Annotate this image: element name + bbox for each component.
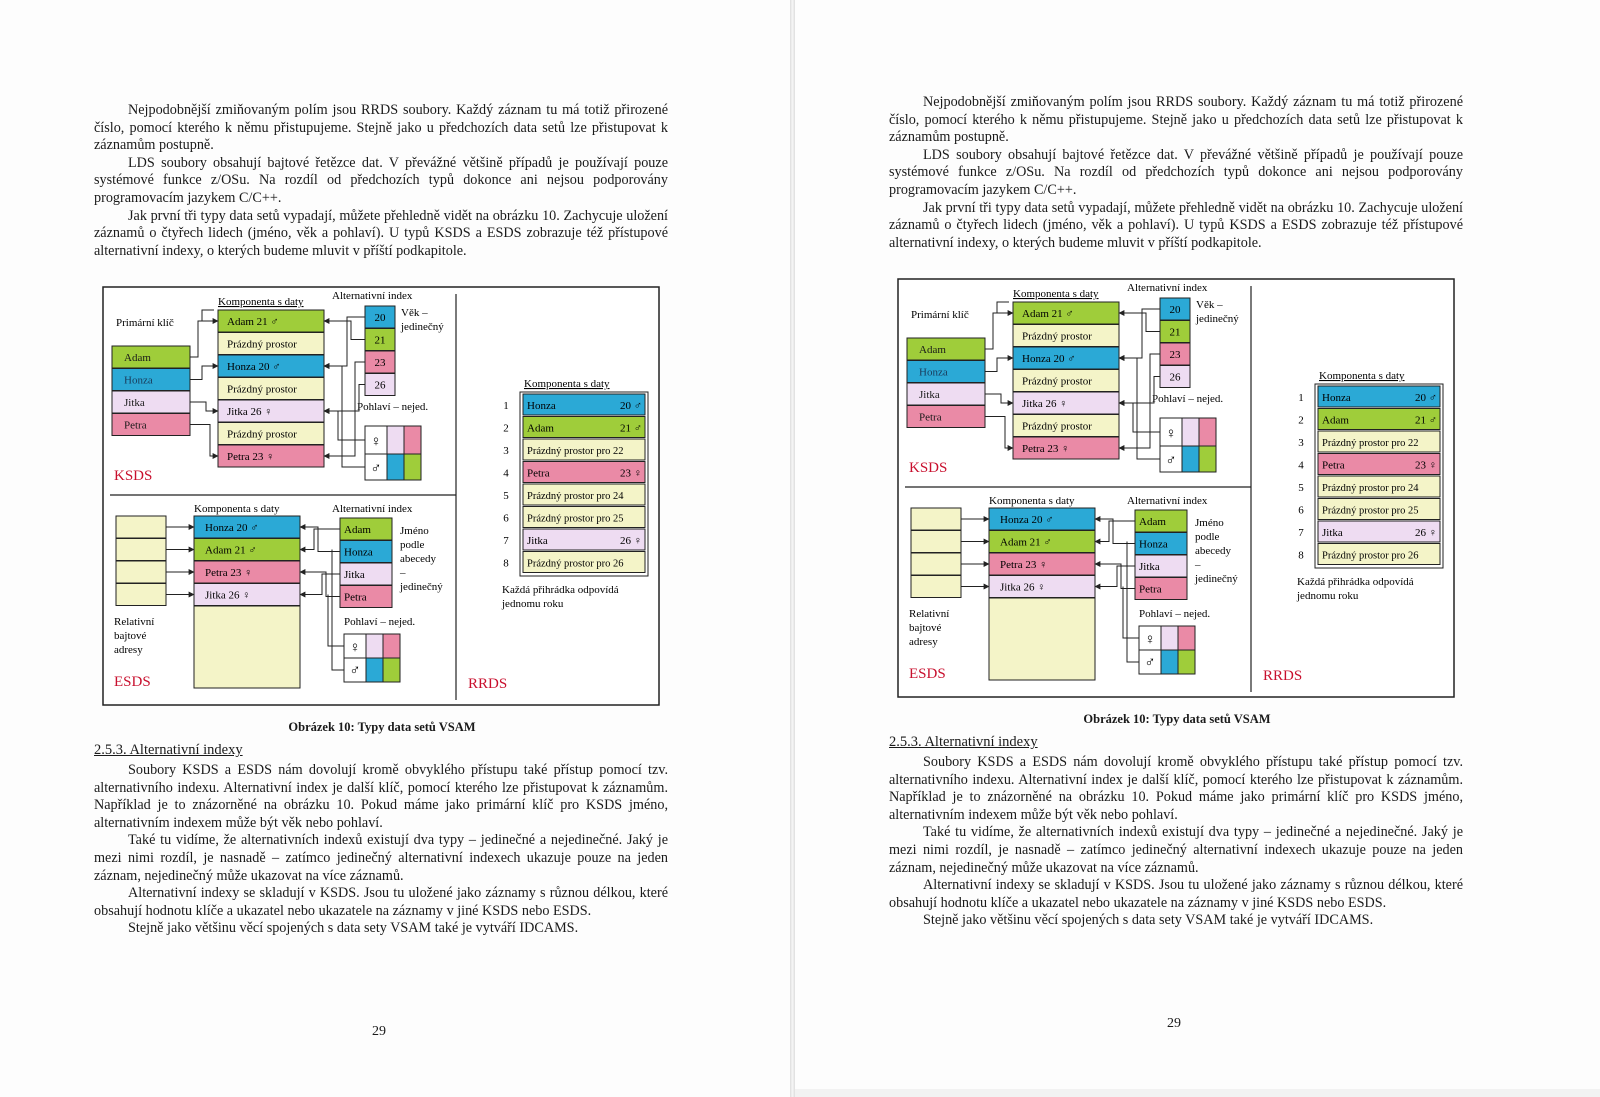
name-index-text: Petra [344,591,367,604]
rrds-slot-number: 2 [503,422,509,435]
rba-label: Relativní [114,616,155,628]
ksds-record-text: Prázdný prostor [227,338,297,351]
male-symbol-text: ♂ [1165,453,1177,469]
age-index-note: Věk – [1196,299,1223,311]
esds-gender-index [344,634,400,682]
rrds-slot-value: 26 ♀ [620,535,642,547]
gender-cell [387,454,404,480]
rrds-slot-number: 8 [503,557,509,570]
ksds-record-text: Jitka 26 ♀ [1022,398,1068,410]
rrds-slot-text: Prázdný prostor pro 24 [527,491,624,502]
name-index-note: abecedy [1195,545,1232,557]
rrds-slots [503,392,648,576]
male-symbol-text: ♂ [370,461,382,477]
gender-cell [1199,446,1216,472]
ksds-label: KSDS [909,460,948,476]
rrds-label: RRDS [468,676,508,692]
female-symbol-text: ♀ [1144,632,1156,648]
right-page [795,0,1600,1089]
figure-caption: Obrázek 10: Typy data setů VSAM [288,720,476,734]
rrds-slot-number: 6 [503,512,509,525]
body-paragraph: Soubory KSDS a ESDS nám dovolují kromě obvyklého přístupu také přístup pomocí tzv. alternativního indexu. Alternativní index je další klíč, pomocí kterého lze přistupovat k záznamům. Například je to znázorněné na obrázku 10. Pokud máme jako primární klíč pro KSDS jméno, alternativním indexem může být věk nebo pohlaví. [889,754,1463,823]
rrds-slot-text: Adam [1322,414,1349,427]
rrds-slot-value: 20 ♂ [1415,392,1437,404]
age-index-note: jedinečný [1196,313,1239,325]
primary-key-text: Jitka [919,389,940,401]
intro-paragraph: Jak první tři typy data setů vypadají, můžete přehledně vidět na obrázku 10. Zachycuje uložení záznamů o čtyřech lidech (jméno, věk a pohlaví). U typů KSDS a ESDS zobrazuje též přístupové alternativní indexy, o kterých budeme mluvit v příští podkapitole. [889,199,1463,251]
esds-record-text: Jitka 26 ♀ [1000,581,1046,594]
rrds-slot-number: 3 [503,445,509,457]
ksds-record-text: Adam 21 ♂ [227,316,279,328]
esds-data-records [194,516,300,688]
ksds-alt-index-header: Alternativní index [1127,282,1208,294]
female-symbol-text: ♀ [1165,426,1177,442]
ksds-record-text: Adam 21 ♂ [1022,308,1074,320]
left-page [0,0,790,1097]
body-paragraph: Také tu vidíme, že alternativních indexů existují dva typy – jedinečné a nejedinečné. Jaký je mezi nimi rozdíl, je nasnadě – zatímco jedinečný alternativní indexech ukazuje pouze na jeden záznam, nejedinečný může ukazovat na více záznamů. [889,824,1463,876]
esds-record-text: Adam 21 ♂ [1000,536,1052,549]
female-symbol-text: ♀ [349,640,361,656]
esds-name-index [340,518,392,608]
intro-paragraph: Nejpodobnější zmiňovaným polím jsou RRDS soubory. Každý záznam tu má totiž přirozené číslo, pomocí kterého k němu přistupujeme. Stejně jako u předchozích data setů lze přistupovat k záznamům postupně. [889,94,1463,146]
name-index-text: Petra [1139,583,1162,596]
rrds-slot-text: Prázdný prostor pro 25 [527,513,624,525]
rrds-slot-number: 3 [1298,437,1304,449]
rrds-slot-number: 4 [1298,459,1304,472]
ksds-age-index [365,306,395,396]
esds-data-header: Komponenta s daty [989,495,1075,507]
name-index-note: – [1195,559,1201,571]
rba-label: Relativní [909,608,950,620]
intro-paragraph: LDS soubory obsahují bajtové řetězce dat. V převážné většině případů je používají pouze systémové funkce z/OSu. Na rozdíl od předchozích typů dokonce ani nejsou podporovány programovacím jazykem C/C++. [889,146,1463,198]
age-index-text: 26 [1169,371,1181,384]
ksds-record-text: Prázdný prostor [1022,330,1092,343]
ksds-primary-keys [112,346,190,436]
ksds-data-records [1013,302,1119,459]
esds-gender-index [1139,626,1195,674]
age-index-text: 23 [1169,349,1181,361]
name-index-text: Adam [1139,516,1166,528]
ksds-record-text: Petra 23 ♀ [1022,443,1070,455]
gender-cell [1178,650,1195,674]
rrds-slot-text: Prázdný prostor pro 26 [1322,550,1419,562]
rrds-slot-number: 2 [1298,414,1304,427]
ksds-age-index [1160,298,1190,388]
name-index-note: jedinečný [400,581,443,593]
body-text [94,762,668,938]
rba-cell [911,553,961,575]
gender-cell [404,454,421,480]
primary-key-text: Adam [919,344,946,356]
gender-cell [1161,626,1178,650]
rrds-slot-text: Jitka [527,535,548,547]
page-number: 29 [372,1024,386,1039]
primary-key-text: Petra [919,411,942,424]
body-paragraph: Alternativní indexy se skladují v KSDS. Jsou tu uložené jako záznamy s různou délkou, které obsahují hodnotu klíče a ukazatel nebo ukazatele na záznamy v jiné KSDS nebo ESDS. [94,885,668,919]
rba-cell [911,508,961,530]
esds-name-index [1135,510,1187,600]
ksds-record-text: Honza 20 ♂ [1022,353,1076,365]
rrds-slot-text: Prázdný prostor pro 25 [1322,505,1419,517]
ksds-gender-label: Pohlaví – nejed. [1152,393,1224,405]
vsam-figure [102,286,662,708]
rrds-note: jednomu roku [502,598,564,610]
name-index-note: Jméno [1195,517,1224,529]
name-index-note: abecedy [400,553,437,565]
ksds-data-records [218,310,324,467]
esds-alt-index-header: Alternativní index [332,503,413,515]
rrds-slot-text: Petra [527,467,550,480]
ksds-record-text: Honza 20 ♂ [227,361,281,373]
intro-paragraph: Nejpodobnější zmiňovaným polím jsou RRDS soubory. Každý záznam tu má totiž přirozené číslo, pomocí kterého k němu přistupujeme. Stejně jako u předchozích data setů lze přistupovat k záznamům postupně. [94,102,668,154]
ksds-record-text: Petra 23 ♀ [227,451,275,463]
esds-label: ESDS [114,674,151,690]
rrds-slot-value: 26 ♀ [1415,527,1437,539]
name-index-note: – [400,567,406,579]
ksds-record-text: Prázdný prostor [1022,375,1092,388]
name-index-text: Adam [344,524,371,536]
esds-rba-boxes [116,516,166,606]
rrds-data-header: Komponenta s daty [1319,370,1405,382]
name-index-note: podle [1195,531,1220,543]
rrds-slots [1298,384,1443,568]
rrds-slot-number: 1 [503,400,509,412]
page-number: 29 [1167,1016,1181,1031]
name-index-note: Jméno [400,525,429,537]
rrds-note: jednomu roku [1297,590,1359,602]
esds-record-text: Petra 23 ♀ [205,567,253,579]
male-symbol-text: ♂ [1144,655,1156,671]
primary-key-label: Primární klíč [116,317,174,329]
rba-cell [116,516,166,538]
rrds-slot-text: Adam [527,422,554,435]
esds-data-records [989,508,1095,680]
rba-label: bajtové [114,630,147,642]
primary-key-label: Primární klíč [911,309,969,321]
gender-cell [366,634,383,658]
rrds-slot-value: 21 ♂ [620,422,642,435]
age-index-text: 21 [374,334,386,347]
esds-rba-boxes [911,508,961,598]
ksds-data-header: Komponenta s daty [218,296,304,308]
primary-key-text: Honza [124,374,153,387]
body-paragraph: Alternativní indexy se skladují v KSDS. Jsou tu uložené jako záznamy s různou délkou, které obsahují hodnotu klíče a ukazatel nebo ukazatele na záznamy v jiné KSDS nebo ESDS. [889,877,1463,911]
age-index-text: 21 [1169,326,1181,339]
rrds-slot-text: Prázdný prostor pro 24 [1322,483,1419,494]
name-index-text: Honza [344,546,373,559]
esds-data-header: Komponenta s daty [194,503,280,515]
rba-cell [911,531,961,553]
name-index-text: Honza [1139,538,1168,551]
esds-alt-index-header: Alternativní index [1127,495,1208,507]
female-symbol-text: ♀ [370,434,382,450]
primary-key-text: Adam [124,352,151,364]
rba-label: adresy [909,636,938,648]
rrds-slot-text: Prázdný prostor pro 22 [527,446,624,457]
figure-caption: Obrázek 10: Typy data setů VSAM [1083,712,1271,726]
age-index-text: 20 [1169,304,1181,316]
rrds-slot-text: Honza [1322,392,1351,404]
rrds-slot-number: 6 [1298,504,1304,517]
ksds-gender-index [365,426,421,480]
section-title: 2.5.3. Alternativní indexy [889,734,1038,750]
rrds-slot-value: 20 ♂ [620,400,642,412]
ksds-alt-index-header: Alternativní index [332,290,413,302]
rrds-slot-number: 5 [503,490,509,502]
vsam-figure [897,278,1457,700]
ksds-gender-label: Pohlaví – nejed. [357,401,429,413]
rrds-slot-value: 23 ♀ [620,467,642,480]
rrds-slot-number: 8 [1298,549,1304,562]
male-symbol-text: ♂ [349,663,361,679]
rba-cell [911,576,961,598]
ksds-record-text: Prázdný prostor [227,428,297,441]
esds-label: ESDS [909,666,946,682]
rrds-slot-text: Honza [527,400,556,412]
esds-record-text: Jitka 26 ♀ [205,589,251,602]
ksds-record-text: Prázdný prostor [1022,420,1092,433]
body-paragraph: Stejně jako většinu věcí spojených s data sety VSAM také je vytváří IDCAMS. [923,912,1374,929]
ksds-gender-index [1160,418,1216,472]
ksds-label: KSDS [114,468,153,484]
body-paragraph: Stejně jako většinu věcí spojených s data sety VSAM také je vytváří IDCAMS. [128,920,579,937]
gender-cell [1178,626,1195,650]
rba-label: bajtové [909,622,942,634]
gender-cell [366,658,383,682]
rrds-data-header: Komponenta s daty [524,378,610,390]
gender-cell [383,658,400,682]
gender-cell [387,426,404,454]
rrds-slot-number: 4 [503,467,509,480]
esds-gender-label: Pohlaví – nejed. [1139,608,1211,620]
rba-cell [116,539,166,561]
primary-key-text: Petra [124,419,147,432]
rrds-note: Každá přihrádka odpovídá [1297,576,1414,588]
intro-paragraph: Jak první tři typy data setů vypadají, můžete přehledně vidět na obrázku 10. Zachycuje uložení záznamů o čtyřech lidech (jméno, věk a pohlaví). U typů KSDS a ESDS zobrazuje též přístupové alternativní indexy, o kterých budeme mluvit v příští podkapitole. [94,207,668,259]
rrds-slot-value: 23 ♀ [1415,459,1437,472]
intro-text [94,102,668,260]
rrds-slot-text: Prázdný prostor pro 22 [1322,438,1419,449]
rrds-slot-number: 7 [503,535,509,547]
rrds-label: RRDS [1263,668,1303,684]
body-text [889,754,1463,930]
ksds-primary-keys [907,338,985,428]
rrds-slot-value: 21 ♂ [1415,414,1437,427]
ksds-record-text: Prázdný prostor [227,383,297,396]
name-index-note: jedinečný [1195,573,1238,585]
gender-cell [1182,418,1199,446]
esds-record-text: Adam 21 ♂ [205,544,257,557]
gender-cell [1199,418,1216,446]
ksds-record-text: Jitka 26 ♀ [227,406,273,418]
age-index-note: Věk – [401,307,428,319]
section-title: 2.5.3. Alternativní indexy [94,742,243,758]
gender-cell [383,634,400,658]
esds-free-space [989,598,1095,680]
primary-key-text: Honza [919,366,948,379]
rrds-slot-number: 5 [1298,482,1304,494]
age-index-text: 26 [374,379,386,392]
name-index-text: Jitka [344,569,365,581]
gender-cell [1161,650,1178,674]
esds-free-space [194,606,300,688]
rba-label: adresy [114,644,143,656]
ksds-data-header: Komponenta s daty [1013,288,1099,300]
rrds-slot-text: Petra [1322,459,1345,472]
esds-gender-label: Pohlaví – nejed. [344,616,416,628]
body-paragraph: Také tu vidíme, že alternativních indexů existují dva typy – jedinečné a nejedinečné. Jaký je mezi nimi rozdíl, je nasnadě – zatímco jedinečný alternativní indexech ukazuje pouze na jeden záznam, nejedinečný může ukazovat na více záznamů. [94,832,668,884]
age-index-text: 20 [374,312,386,324]
rrds-slot-text: Prázdný prostor pro 26 [527,558,624,570]
body-paragraph: Soubory KSDS a ESDS nám dovolují kromě obvyklého přístupu také přístup pomocí tzv. alternativního indexu. Alternativní index je další klíč, pomocí kterého lze přistupovat k záznamům. Například je to znázorněné na obrázku 10. Pokud máme jako primární klíč pro KSDS jméno, alternativním indexem může být věk nebo pohlaví. [94,762,668,831]
rrds-slot-number: 7 [1298,527,1304,539]
esds-record-text: Honza 20 ♂ [1000,514,1054,526]
age-index-text: 23 [374,357,386,369]
rrds-note: Každá přihrádka odpovídá [502,584,619,596]
intro-paragraph: LDS soubory obsahují bajtové řetězce dat. V převážné většině případů je používají pouze systémové funkce z/OSu. Na rozdíl od předchozích typů dokonce ani nejsou podporovány programovacím jazykem C/C++. [94,154,668,206]
name-index-text: Jitka [1139,561,1160,573]
gender-cell [404,426,421,454]
rrds-slot-text: Jitka [1322,527,1343,539]
rba-cell [116,561,166,583]
esds-record-text: Honza 20 ♂ [205,522,259,534]
rrds-slot-number: 1 [1298,392,1304,404]
primary-key-text: Jitka [124,397,145,409]
intro-text [889,94,1463,252]
gender-cell [1182,446,1199,472]
esds-record-text: Petra 23 ♀ [1000,559,1048,571]
name-index-note: podle [400,539,425,551]
rba-cell [116,584,166,606]
age-index-note: jedinečný [401,321,444,333]
